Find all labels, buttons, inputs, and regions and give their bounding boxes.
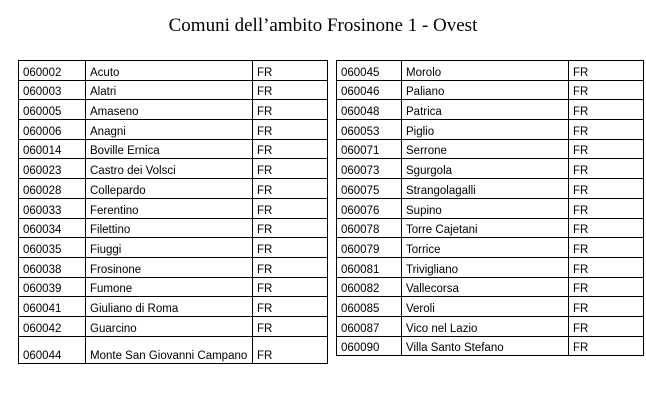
municipality-name: Amaseno (86, 100, 253, 120)
municipality-code: 060078 (337, 218, 402, 238)
municipality-code: 060087 (337, 316, 402, 336)
province-code: FR (253, 61, 328, 81)
province-code: FR (569, 297, 644, 317)
table-row (19, 179, 328, 199)
municipality-code: 060038 (19, 257, 86, 277)
municipality-code: 060053 (337, 120, 402, 140)
table-row (337, 159, 644, 179)
province-code: FR (253, 80, 328, 100)
province-code: FR (569, 277, 644, 297)
municipality-code: 060042 (19, 316, 86, 336)
table-row (19, 277, 328, 297)
province-code: FR (569, 316, 644, 336)
municipality-name: Acuto (86, 61, 253, 81)
municipality-name: Piglio (402, 120, 569, 140)
municipality-code: 060073 (337, 159, 402, 179)
municipality-name: Monte San Giovanni Campano (86, 336, 253, 363)
municipality-name: Fiuggi (86, 238, 253, 258)
left-municipality-table (18, 60, 328, 364)
municipality-name: Alatri (86, 80, 253, 100)
province-code: FR (253, 139, 328, 159)
table-row (337, 139, 644, 159)
table-row (337, 61, 644, 81)
province-code: FR (253, 238, 328, 258)
province-code: FR (253, 159, 328, 179)
province-code: FR (569, 179, 644, 199)
province-code: FR (569, 257, 644, 277)
table-row (19, 218, 328, 238)
municipality-name: Villa Santo Stefano (402, 336, 569, 356)
municipality-name: Torre Cajetani (402, 218, 569, 238)
municipality-name: Vico nel Lazio (402, 316, 569, 336)
municipality-code: 060090 (337, 336, 402, 356)
province-code: FR (569, 120, 644, 140)
table-row (337, 316, 644, 336)
municipality-code: 060045 (337, 61, 402, 81)
municipality-code: 060003 (19, 80, 86, 100)
municipality-name: Morolo (402, 61, 569, 81)
municipality-name: Filettino (86, 218, 253, 238)
municipality-name: Torrice (402, 238, 569, 258)
table-row (19, 257, 328, 277)
municipality-name: Guarcino (86, 316, 253, 336)
municipality-code: 060048 (337, 100, 402, 120)
municipality-code: 060081 (337, 257, 402, 277)
municipality-code: 060002 (19, 61, 86, 81)
municipality-name: Collepardo (86, 179, 253, 199)
province-code: FR (569, 238, 644, 258)
province-code: FR (253, 120, 328, 140)
table-row (19, 336, 328, 363)
municipality-name: Trivigliano (402, 257, 569, 277)
province-code: FR (569, 159, 644, 179)
province-code: FR (569, 100, 644, 120)
municipality-code: 060033 (19, 198, 86, 218)
province-code: FR (569, 61, 644, 81)
municipality-code: 060046 (337, 80, 402, 100)
municipality-name: Castro dei Volsci (86, 159, 253, 179)
municipality-name: Boville Ernica (86, 139, 253, 159)
municipality-name: Supino (402, 198, 569, 218)
province-code: FR (253, 297, 328, 317)
province-code: FR (253, 316, 328, 336)
table-row (19, 198, 328, 218)
municipality-code: 060085 (337, 297, 402, 317)
table-row (337, 257, 644, 277)
table-row (19, 120, 328, 140)
municipality-code: 060014 (19, 139, 86, 159)
municipality-name: Fumone (86, 277, 253, 297)
municipality-name: Paliano (402, 80, 569, 100)
province-code: FR (569, 218, 644, 238)
table-row (337, 198, 644, 218)
province-code: FR (253, 100, 328, 120)
table-row (19, 61, 328, 81)
table-row (19, 80, 328, 100)
province-code: FR (253, 257, 328, 277)
municipality-code: 060006 (19, 120, 86, 140)
table-row (337, 100, 644, 120)
table-row (337, 120, 644, 140)
province-code: FR (253, 277, 328, 297)
right-municipality-table (336, 60, 644, 356)
province-code: FR (569, 80, 644, 100)
page-title: Comuni dell’ambito Frosinone 1 - Ovest (168, 15, 478, 36)
municipality-name: Veroli (402, 297, 569, 317)
municipality-code: 060023 (19, 159, 86, 179)
municipality-name: Anagni (86, 120, 253, 140)
municipality-code: 060028 (19, 179, 86, 199)
municipality-code: 060071 (337, 139, 402, 159)
table-row (337, 277, 644, 297)
municipality-name: Vallecorsa (402, 277, 569, 297)
table-row (19, 297, 328, 317)
municipality-code: 060035 (19, 238, 86, 258)
province-code: FR (569, 336, 644, 356)
municipality-name: Ferentino (86, 198, 253, 218)
province-code: FR (253, 198, 328, 218)
municipality-name: Sgurgola (402, 159, 569, 179)
municipality-code: 060044 (19, 336, 86, 363)
municipality-code: 060079 (337, 238, 402, 258)
municipality-code: 060034 (19, 218, 86, 238)
province-code: FR (253, 336, 328, 363)
municipality-code: 060076 (337, 198, 402, 218)
municipality-code: 060041 (19, 297, 86, 317)
table-row (337, 179, 644, 199)
municipality-code: 060005 (19, 100, 86, 120)
table-row (337, 297, 644, 317)
province-code: FR (569, 198, 644, 218)
table-row (19, 316, 328, 336)
municipality-name: Giuliano di Roma (86, 297, 253, 317)
table-row (19, 238, 328, 258)
table-row (337, 336, 644, 356)
table-row (19, 139, 328, 159)
municipality-code: 060082 (337, 277, 402, 297)
municipality-code: 060075 (337, 179, 402, 199)
municipality-name: Patrica (402, 100, 569, 120)
table-row (337, 80, 644, 100)
municipality-name: Serrone (402, 139, 569, 159)
municipality-name: Frosinone (86, 257, 253, 277)
province-code: FR (569, 139, 644, 159)
table-row (337, 238, 644, 258)
municipality-name: Strangolagalli (402, 179, 569, 199)
province-code: FR (253, 218, 328, 238)
municipality-code: 060039 (19, 277, 86, 297)
table-row (19, 100, 328, 120)
table-row (337, 218, 644, 238)
province-code: FR (253, 179, 328, 199)
table-row (19, 159, 328, 179)
